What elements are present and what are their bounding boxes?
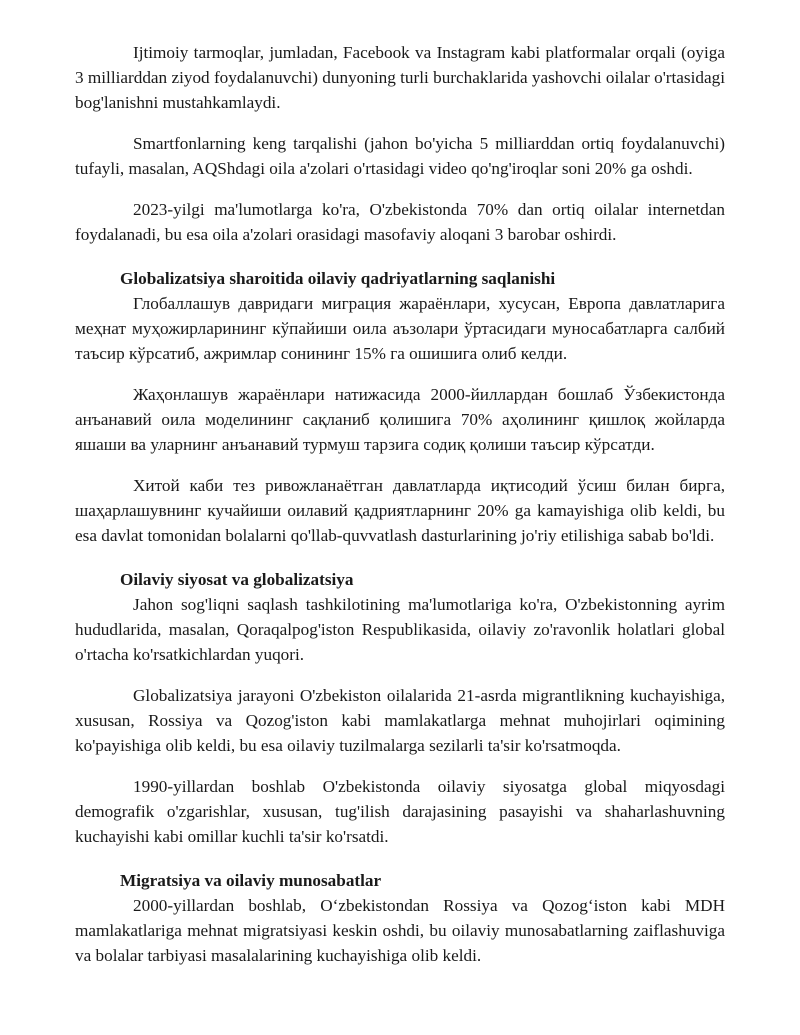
spacer	[75, 849, 725, 868]
paragraph-traditional-model: Жаҳонлашув жараёнлари натижасида 2000-йиллардан бошлаб Ўзбекистонда анъанавий оила моделининг сақланиб қолишига 70% аҳолининг қишлоқ жойларда яшаши ва уларнинг анъанавий турмуш тарзига содиқ қолиши таъсир кўрсатди.	[75, 385, 725, 454]
document-page	[75, 40, 725, 968]
paragraph-migration-divorce: Глобаллашув давридаги миграция жараёнлари, хусусан, Европа давлатларига меҳнат муҳожирларининг кўпайиши оила аъзолари ўртасидаги муносабатларга салбий таъсир кўрсатиб, ажримлар сонининг 15% га ошишига олиб келди.	[75, 294, 725, 363]
spacer	[75, 457, 725, 473]
spacer	[75, 181, 725, 197]
spacer	[75, 548, 725, 567]
spacer	[75, 115, 725, 131]
paragraph-urbanization: Хитой каби тез ривожланаётган давлатларда иқтисодий ўсиш билан бирга, шаҳарлашувнинг кучайиши оилавий қадриятларнинг 20% ga kamayishiga olib keldi, bu esa davlat tomonidan bolalarni qo'llab-quvvatlash dasturlarining jo'riy etilishiga sabab bo'ldi.	[75, 476, 725, 545]
section-heading-family-policy: Oilaviy siyosat va globalizatsiya	[120, 570, 354, 589]
spacer	[75, 366, 725, 382]
paragraph-migrant-flow: Globalizatsiya jarayoni O'zbekiston oilalarida 21-asrda migrantlikning kuchayishiga, xususan, Rossiya va Qozog'iston kabi mamlakatlarga mehnat muhojirlari oqimining ko'payishiga olib keldi, bu esa oilaviy tuzilmalarga sezilarli ta'sir ko'rsatmoqda.	[75, 686, 725, 755]
paragraph-labor-migration: 2000-yillardan boshlab, O‘zbekistondan Rossiya va Qozog‘iston kabi MDH mamlakatlariga mehnat migratsiyasi keskin oshdi, bu oilaviy munosabatlarning zaiflashuviga va bolalar tarbiyasi masalalarining kuchayishiga olib keldi.	[75, 896, 725, 965]
section-heading-migration: Migratsiya va oilaviy munosabatlar	[120, 871, 382, 890]
paragraph-social-networks: Ijtimoiy tarmoqlar, jumladan, Facebook va Instagram kabi platformalar orqali (oyiga 3 milliarddan ziyod foydalanuvchi) dunyoning turli burchaklarida yashovchi oilalar o'rtasidagi bog'lanishni mustahkamlaydi.	[75, 43, 725, 112]
spacer	[75, 667, 725, 683]
paragraph-internet-usage: 2023-yilgi ma'lumotlarga ko'ra, O'zbekistonda 70% dan ortiq oilalar internetdan foydalanadi, bu esa oila a'zolari orasidagi masofaviy aloqani 3 barobar oshirdi.	[75, 200, 725, 244]
paragraph-smartphones: Smartfonlarning keng tarqalishi (jahon bo'yicha 5 milliarddan ortiq foydalanuvchi) tufayli, masalan, AQShdagi oila a'zolari o'rtasidagi video qo'ng'iroqlar soni 20% ga oshdi.	[75, 134, 725, 178]
paragraph-demographic-change: 1990-yillardan boshlab O'zbekistonda oilaviy siyosatga global miqyosdagi demografik o'zgarishlar, xususan, tug'ilish darajasining pasayishi va shaharlashuvning kuchayishi kabi omillar kuchli ta'sir ko'rsatdi.	[75, 777, 725, 846]
paragraph-who-data: Jahon sog'liqni saqlash tashkilotining ma'lumotlariga ko'ra, O'zbekistonning ayrim hududlarida, masalan, Qoraqalpog'iston Respublikasida, oilaviy zo'ravonlik holatlari global o'rtacha ko'rsatkichlardan yuqori.	[75, 595, 725, 664]
spacer	[75, 247, 725, 266]
section-heading-family-values: Globalizatsiya sharoitida oilaviy qadriyatlarning saqlanishi	[120, 269, 556, 288]
spacer	[75, 758, 725, 774]
